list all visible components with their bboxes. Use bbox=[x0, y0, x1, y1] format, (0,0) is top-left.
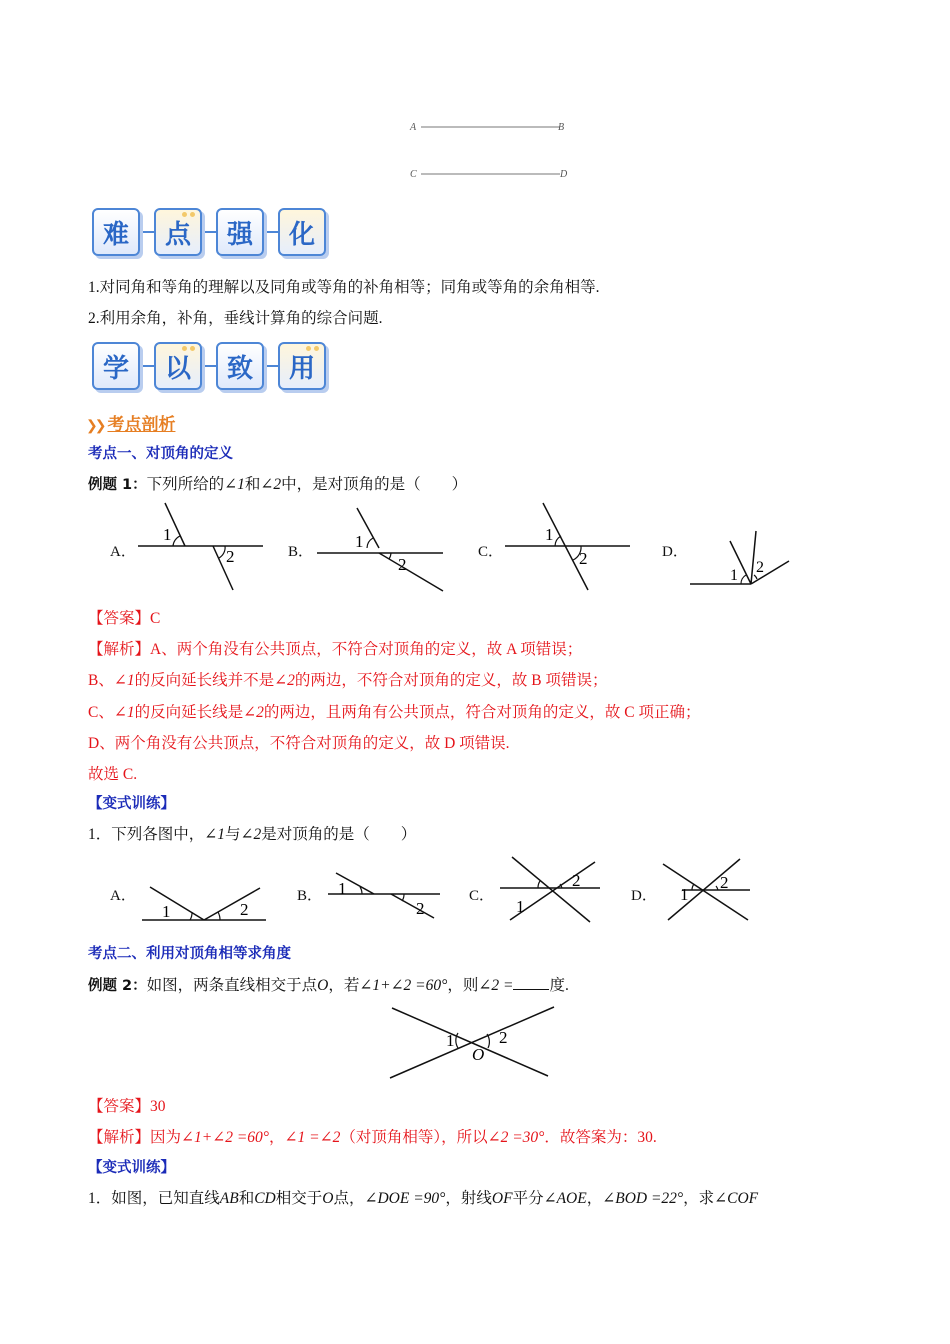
practice-heading-2: 【变式训练】 bbox=[88, 1160, 175, 1176]
angle-1-label: 1 bbox=[730, 567, 738, 584]
analysis-1-line-3: C、∠1的反向延长线是∠2的两边，且两角有公共顶点，符合对顶角的定义，故 C 项正确； bbox=[88, 704, 701, 721]
banner-tile: 点 bbox=[154, 208, 202, 256]
angle-2-label: 2 bbox=[226, 547, 235, 566]
option-d-figure bbox=[688, 528, 798, 593]
point-a-label: A bbox=[410, 122, 417, 133]
key-point-1: 1.对同角和等角的理解以及同角或等角的补角相等；同角或等角的余角相等. bbox=[88, 279, 600, 296]
angle-1-label: 1 bbox=[680, 885, 689, 904]
angle-1-label: 1 bbox=[446, 1031, 455, 1050]
angle-2-label: 2 bbox=[579, 549, 588, 568]
analysis-1-line-4: D、两个角没有公共顶点，不符合对顶角的定义，故 D 项错误. bbox=[88, 735, 510, 752]
analysis-1-conclusion: 故选 C. bbox=[88, 766, 138, 783]
angle-1-label: 1 bbox=[545, 525, 554, 544]
practice-option-d-figure bbox=[660, 856, 752, 924]
practice-banner bbox=[92, 342, 326, 390]
analysis-1-line-2: B、∠1的反向延长线并不是∠2的两边，不符合对顶角的定义，故 B 项错误； bbox=[88, 672, 608, 689]
banner-tile: 学 bbox=[92, 342, 140, 390]
example-2-question: 例题 2：如图，两条直线相交于点O，若∠1+∠2 =60°，则∠2 = 度. bbox=[88, 977, 569, 994]
angle-1-label: 1 bbox=[355, 532, 364, 551]
banner-tile: 难 bbox=[92, 208, 140, 256]
option-c-figure bbox=[503, 500, 638, 595]
angle-1-label: 1 bbox=[162, 902, 171, 921]
difficulty-banner bbox=[92, 208, 326, 256]
option-a-figure bbox=[135, 500, 270, 595]
practice-option-a-label: A． bbox=[110, 888, 136, 904]
practice-2-question: 1．如图，已知直线AB和CD相交于O点，∠DOE =90°，射线OF平分∠AOE，∠BOD =22°，求∠COF bbox=[88, 1190, 759, 1207]
practice-heading-1: 【变式训练】 bbox=[88, 796, 175, 812]
angle-2-label: 2 bbox=[756, 559, 764, 576]
practice-option-b-figure bbox=[326, 870, 444, 922]
angle-2-label: 2 bbox=[572, 871, 581, 890]
example-1-question: 例题 1：下列所给的∠1和∠2中，是对顶角的是（ ） bbox=[88, 476, 468, 493]
banner-tile: 强 bbox=[216, 208, 264, 256]
practice-1-question: 1．下列各图中，∠1与∠2是对顶角的是（ ） bbox=[88, 826, 417, 843]
topic-1-heading: 考点一、对顶角的定义 bbox=[88, 446, 233, 462]
parallel-lines-figure bbox=[405, 115, 575, 187]
angle-2-label: 2 bbox=[416, 899, 425, 918]
option-d-label: D． bbox=[662, 544, 688, 560]
option-c-label: C． bbox=[478, 544, 504, 560]
banner-tile: 以 bbox=[154, 342, 202, 390]
key-point-2: 2.利用余角，补角，垂线计算角的综合问题. bbox=[88, 310, 383, 327]
analysis-1-line-1: 【解析】A、两个角没有公共顶点，不符合对顶角的定义，故 A 项错误； bbox=[88, 641, 583, 658]
answer-2: 【答案】30 bbox=[88, 1098, 166, 1115]
banner-tile: 致 bbox=[216, 342, 264, 390]
point-o-label: O bbox=[472, 1045, 485, 1064]
example-2-figure bbox=[388, 1004, 558, 1082]
angle-2-label: 2 bbox=[240, 900, 249, 919]
practice-option-b-label: B． bbox=[297, 888, 323, 904]
point-c-label: C bbox=[410, 169, 417, 180]
angle-1-label: 1 bbox=[516, 897, 525, 916]
point-d-label: D bbox=[560, 169, 568, 180]
angle-2-label: 2 bbox=[398, 555, 407, 574]
practice-option-c-label: C． bbox=[469, 888, 495, 904]
option-a-label: A． bbox=[110, 544, 136, 560]
option-b-figure bbox=[315, 505, 450, 600]
angle-1-label: 1 bbox=[338, 879, 347, 898]
angle-2-label: 2 bbox=[720, 873, 729, 892]
practice-option-d-label: D． bbox=[631, 888, 657, 904]
section-heading: ❯❯ 考点剖析 bbox=[86, 415, 176, 435]
banner-tile: 化 bbox=[278, 208, 326, 256]
option-b-label: B． bbox=[288, 544, 314, 560]
practice-option-c-figure bbox=[498, 854, 604, 926]
double-chevron-icon: ❯❯ bbox=[86, 419, 104, 434]
angle-1-label: 1 bbox=[163, 525, 172, 544]
banner-tile: 用 bbox=[278, 342, 326, 390]
answer-1: 【答案】C bbox=[88, 610, 161, 627]
point-b-label: B bbox=[558, 122, 565, 133]
analysis-2: 【解析】因为∠1+∠2 =60°，∠1 =∠2（对顶角相等），所以∠2 =30°．故答案为：30. bbox=[88, 1129, 657, 1146]
practice-option-a-figure bbox=[140, 882, 270, 924]
angle-2-label: 2 bbox=[499, 1028, 508, 1047]
answer-blank bbox=[513, 975, 549, 990]
topic-2-heading: 考点二、利用对顶角相等求角度 bbox=[88, 946, 291, 962]
